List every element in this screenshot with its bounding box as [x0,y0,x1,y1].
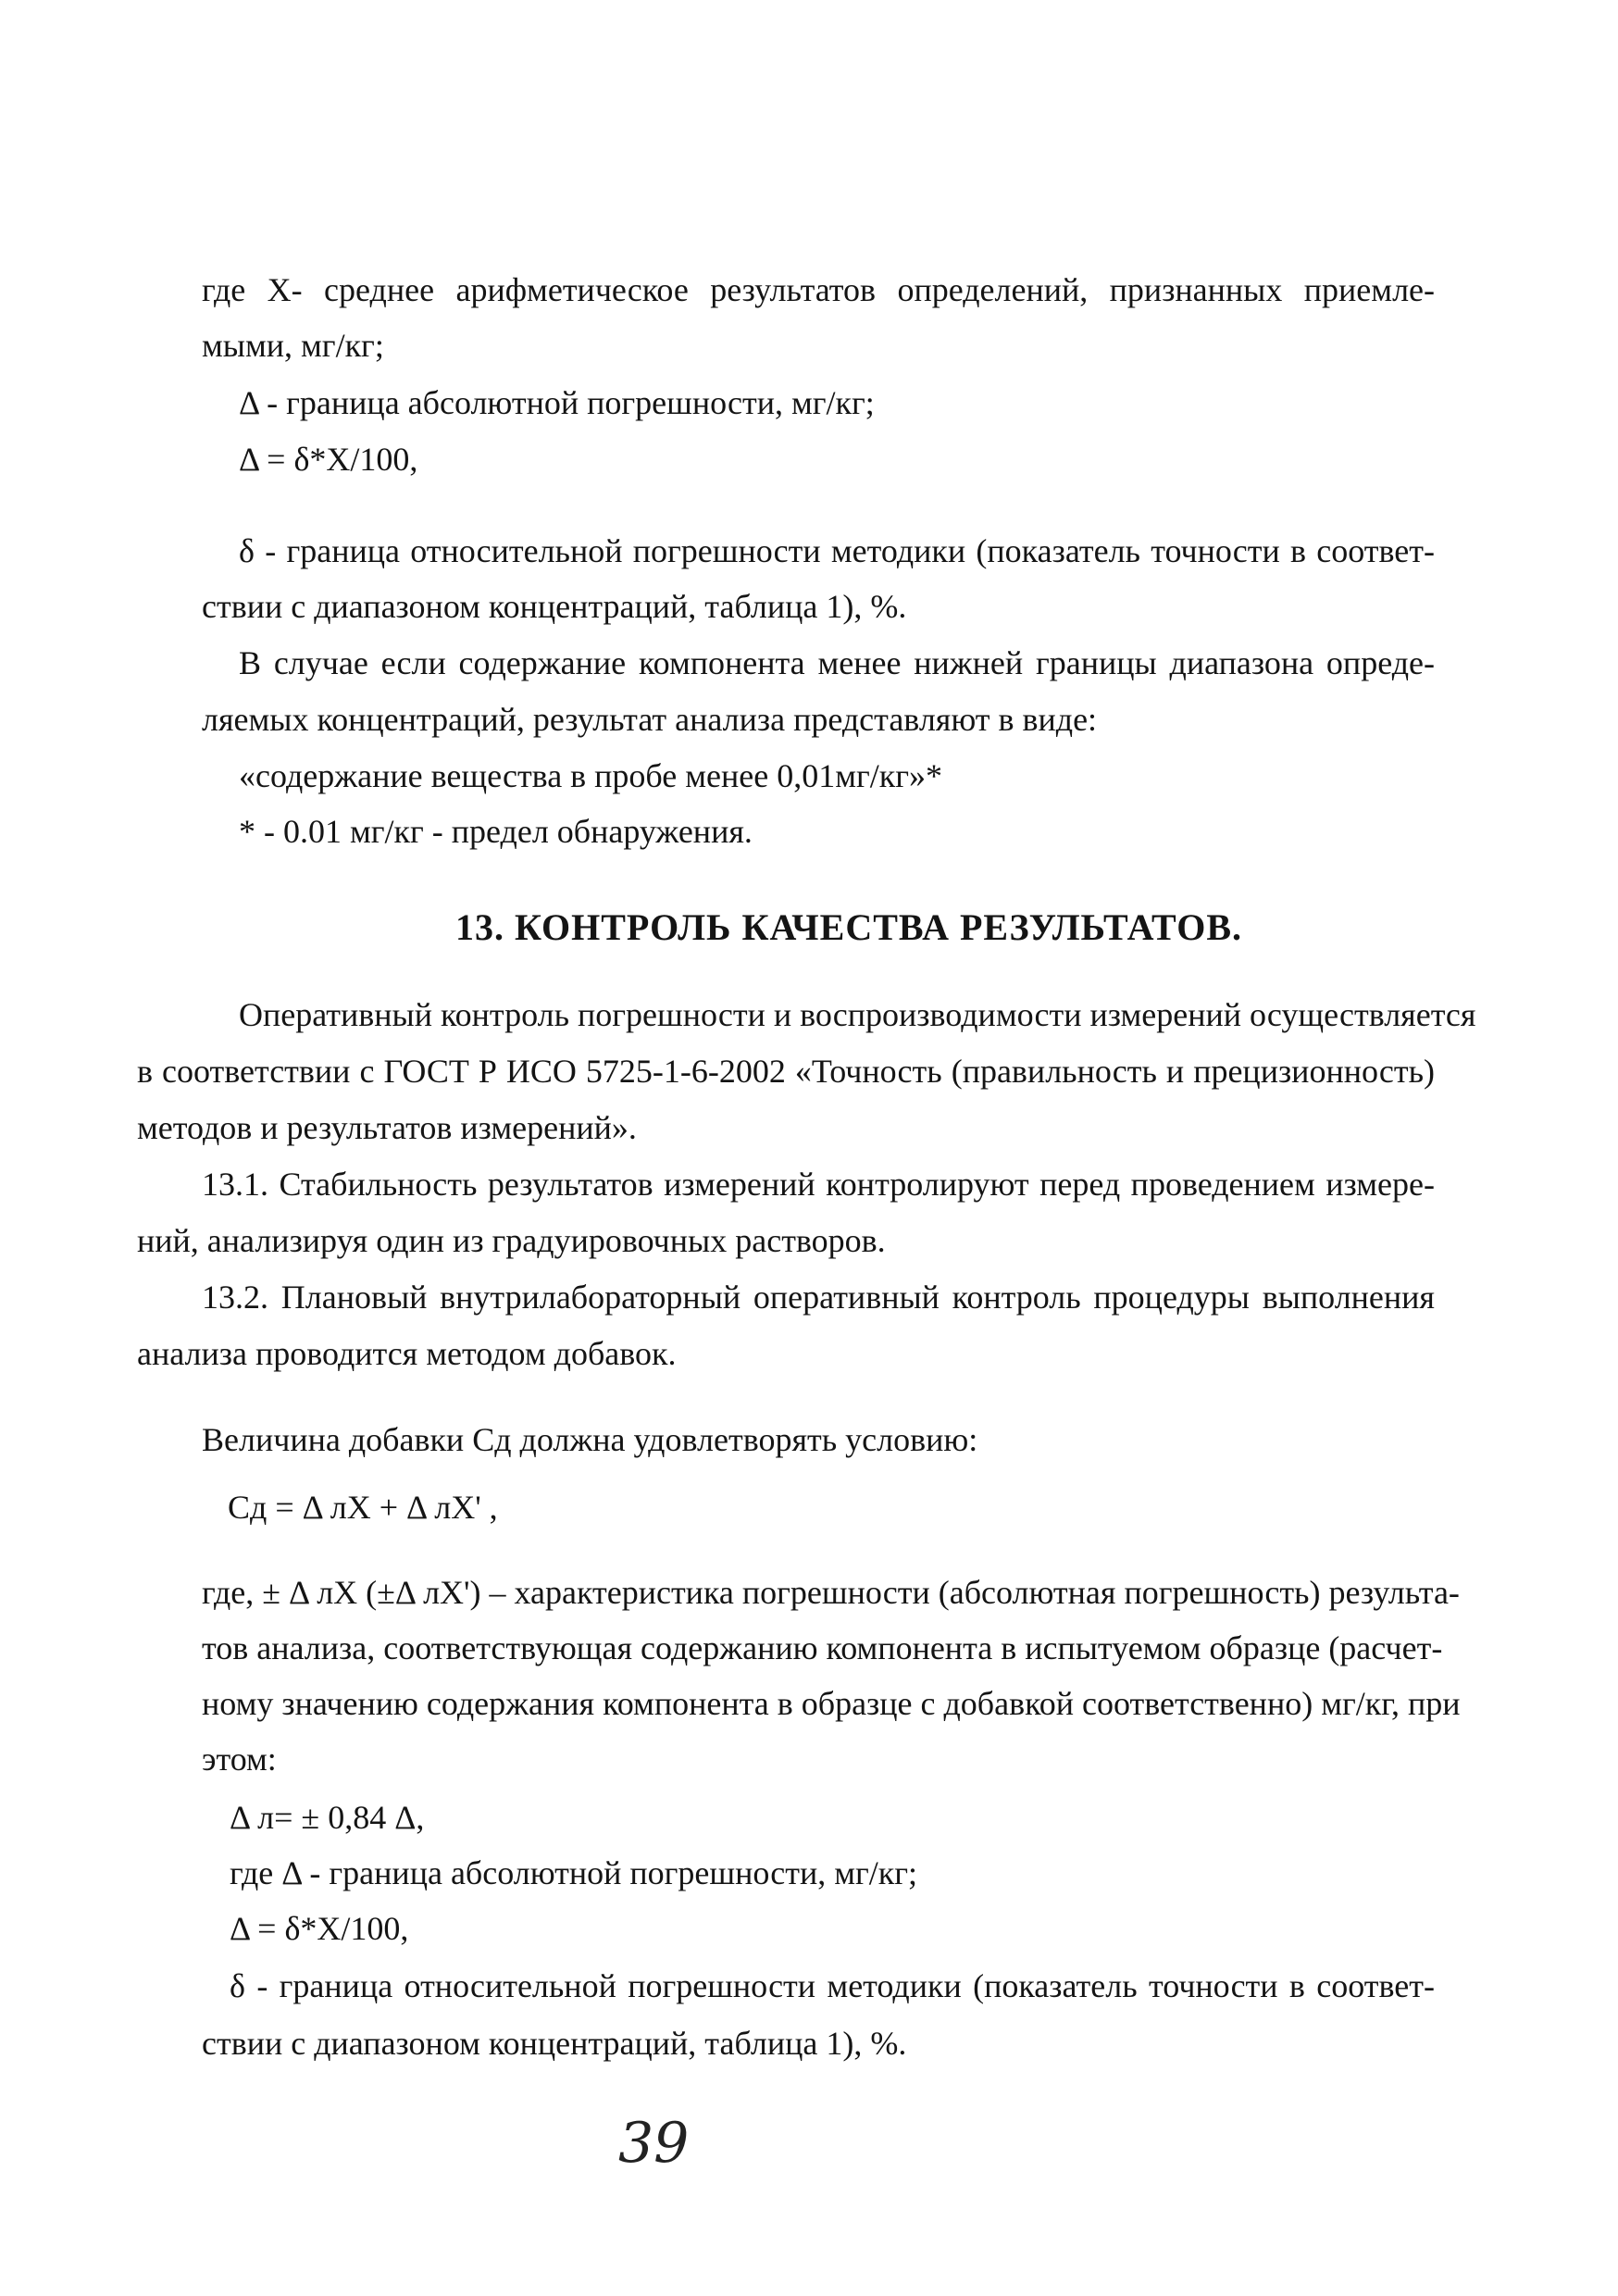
text-line-21: где, ± Δ лX (±Δ лX') – характеристика погрешности (абсолютная погрешность) результа- [202,1574,1460,1611]
text-line-2: мыми, мг/кг; [202,327,384,364]
text-line-14: методов и результатов измерений». [137,1109,637,1146]
text-line-24: этом: [202,1741,277,1778]
page-number: 39 [618,2111,690,2176]
text-line-23: ному значению содержания компонента в образце с добавкой соответственно) мг/кг, при [202,1685,1461,1722]
formula-cd: Сд = Δ лX + Δ лX' , [228,1489,498,1526]
text-line-4: Δ = δ*X/100, [239,441,418,478]
text-line-8: ляемых концентраций, результат анализа представляют в виде: [202,701,1098,738]
text-line-9: «содержание вещества в пробе менее 0,01мг/кг»* [239,757,943,794]
text-line-13: в соответствии с ГОСТ Р ИСО 5725-1-6-2002 «Точность (правильность и прецизионность) [137,1053,1435,1090]
text-line-22: тов анализа, соответствующая содержанию компонента в испытуемом образце (расчет- [202,1629,1443,1666]
text-line-10: * - 0.01 мг/кг - предел обнаружения. [239,813,753,850]
text-line-16: ний, анализируя один из градуировочных растворов. [137,1222,886,1259]
text-line-3: Δ - граница абсолютной погрешности, мг/кг; [239,384,875,421]
formula-delta-l: Δ л= ± 0,84 Δ, [230,1799,425,1836]
text-line-7: В случае если содержание компонента менее нижней границы диапазона опреде- [239,644,1435,681]
text-line-17: 13.2. Плановый внутрилабораторный оперативный контроль процедуры выполнения [202,1279,1435,1316]
text-line-19: Величина добавки Сд должна удовлетворять условию: [202,1421,978,1458]
section-heading: 13. КОНТРОЛЬ КАЧЕСТВА РЕЗУЛЬТАТОВ. [455,906,1242,948]
text-line-1: где X- среднее арифметическое результатов определений, признанных приемле- [202,271,1435,308]
text-line-26: где Δ - граница абсолютной погрешности, мг/кг; [230,1854,918,1891]
text-line-18: анализа проводится методом добавок. [137,1335,677,1372]
formula-delta: Δ = δ*X/100, [230,1910,409,1947]
text-line-28: δ - граница относительной погрешности методики (показатель точности в соответ- [230,1967,1435,2004]
text-line-15: 13.1. Стабильность результатов измерений контролируют перед проведением измере- [202,1166,1435,1203]
text-line-12: Оперативный контроль погрешности и воспроизводимости измерений осуществляется [239,996,1476,1033]
text-line-5: δ - граница относительной погрешности методики (показатель точности в соответ- [239,532,1435,569]
text-line-29: ствии с диапазоном концентраций, таблица 1), %. [202,2025,907,2062]
text-line-6: ствии с диапазоном концентраций, таблица 1), %. [202,588,907,625]
